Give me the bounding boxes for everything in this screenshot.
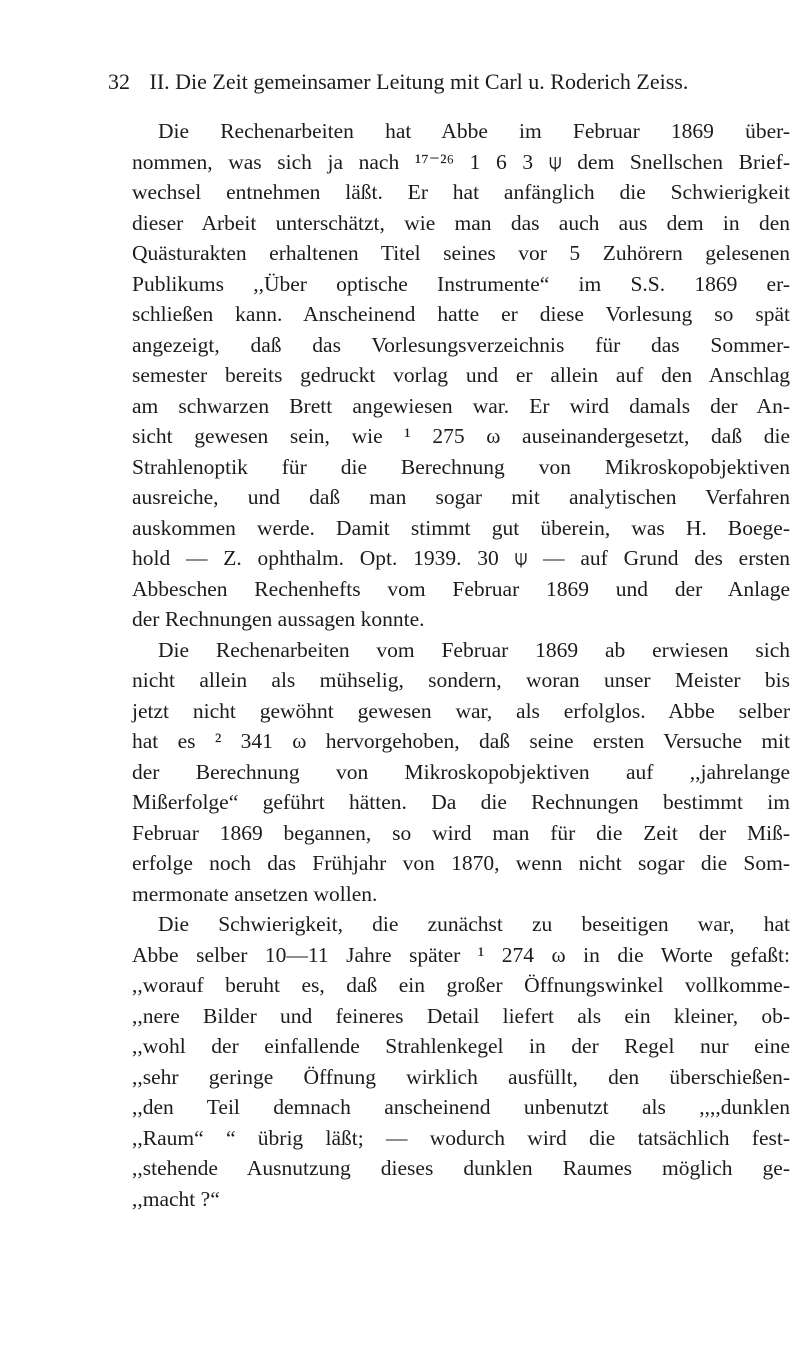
text-line: wechsel entnehmen läßt. Er hat anfänglich die Schwierigkeit xyxy=(132,180,790,204)
text-line: ,,macht ?“ xyxy=(132,1186,220,1211)
text-line: angezeigt, daß das Vorlesungsverzeichnis für das Sommer- xyxy=(132,332,790,357)
text-line: Die Rechenarbeiten vom Februar 1869 ab erwiesen sich xyxy=(158,637,790,662)
text-line: nicht allein als mühselig, sondern, woran unser Meister bis xyxy=(132,668,790,692)
page-number: 32 xyxy=(108,69,130,94)
text-line: nommen, was sich ja nach ¹⁷⁻²⁶ 1 6 3 ⍦ dem Snellschen Brief- xyxy=(132,149,790,174)
text-line: hat es ² 341 ω hervorgehoben, daß seine ersten Versuche mit xyxy=(132,729,790,753)
text-line: ausreiche, und daß man sogar mit analytischen Verfahren xyxy=(132,485,790,509)
text-line: ,,sehr geringe Öffnung wirklich ausfüllt, den überschießen- xyxy=(132,1064,790,1089)
text-line: ,,Raum“ “ übrig läßt; — wodurch wird die tatsächlich fest- xyxy=(132,1125,790,1150)
text-line: auskommen werde. Damit stimmt gut überein, was H. Boege- xyxy=(132,515,790,540)
text-line: schließen kann. Anscheinend hatte er diese Vorlesung so spät xyxy=(132,302,790,326)
text-line: der Rechnungen aussagen konnte. xyxy=(132,607,425,631)
text-line: Publikums ,,Über optische Instrumente“ im S.S. 1869 er- xyxy=(132,271,790,296)
text-line: ,,den Teil demnach anscheinend unbenutzt als ,,,,dunklen xyxy=(132,1095,790,1119)
text-line: Die Schwierigkeit, die zunächst zu beseitigen war, hat xyxy=(158,912,790,936)
text-line: am schwarzen Brett angewiesen war. Er wird damals der An- xyxy=(132,393,790,418)
paragraph-3 xyxy=(132,909,790,1214)
text-line: dieser Arbeit unterschätzt, wie man das auch aus dem in den xyxy=(132,210,790,235)
text-line: mermonate ansetzen wollen. xyxy=(132,881,378,906)
paragraph-2 xyxy=(132,635,790,910)
text-line: hold — Z. ophthalm. Opt. 1939. 30 ⍦ — auf Grund des ersten xyxy=(132,546,790,570)
running-header xyxy=(108,66,758,98)
text-line: Abbeschen Rechenhefts vom Februar 1869 und der Anlage xyxy=(132,576,790,601)
text-line: semester bereits gedruckt vorlag und er allein auf den Anschlag xyxy=(132,363,790,387)
chapter-title: II. Die Zeit gemeinsamer Leitung mit Carl u. Roderich Zeiss. xyxy=(149,69,689,94)
text-line: sicht gewesen sein, wie ¹ 275 ω auseinandergesetzt, daß die xyxy=(132,424,790,448)
text-line: Abbe selber 10—11 Jahre später ¹ 274 ω in die Worte gefaßt: xyxy=(132,942,790,967)
text-line: Die Rechenarbeiten hat Abbe im Februar 1869 über- xyxy=(158,119,790,143)
text-line: jetzt nicht gewöhnt gewesen war, als erfolglos. Abbe selber xyxy=(132,698,790,723)
text-line: der Berechnung von Mikroskopobjektiven auf ,,jahrelange xyxy=(132,759,790,784)
text-line: Quästurakten erhaltenen Titel seines vor 5 Zuhörern gelesenen xyxy=(132,241,790,265)
text-line: ,,stehende Ausnutzung dieses dunklen Raumes möglich ge- xyxy=(132,1156,790,1180)
body-text xyxy=(132,116,790,1214)
text-line: ,,wohl der einfallende Strahlenkegel in der Regel nur eine xyxy=(132,1034,790,1058)
text-line: Februar 1869 begannen, so wird man für die Zeit der Miß- xyxy=(132,820,790,845)
text-line: ,,worauf beruht es, daß ein großer Öffnungswinkel vollkomme- xyxy=(132,973,790,997)
text-line: Mißerfolge“ geführt hätten. Da die Rechnungen bestimmt im xyxy=(132,790,790,814)
paragraph-1 xyxy=(132,116,790,635)
text-line: Strahlenoptik für die Berechnung von Mikroskopobjektiven xyxy=(132,454,790,479)
text-line: erfolge noch das Frühjahr von 1870, wenn nicht sogar die Som- xyxy=(132,851,790,875)
text-line: ,,nere Bilder und feineres Detail liefert als ein kleiner, ob- xyxy=(132,1003,790,1028)
